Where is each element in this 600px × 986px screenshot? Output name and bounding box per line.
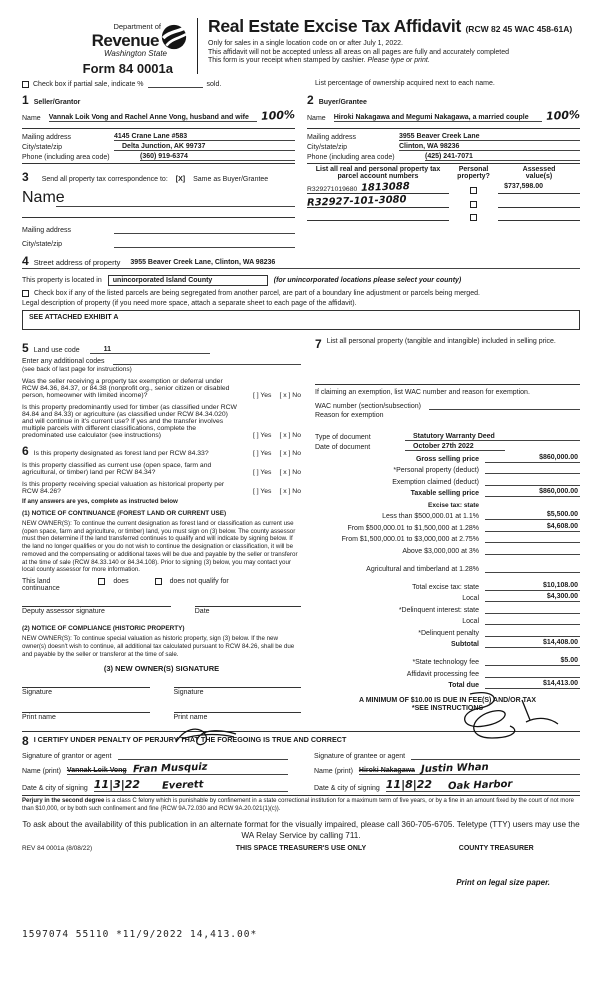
personal-property-checkbox-1[interactable] — [470, 187, 477, 194]
q6-3-yes[interactable]: [ ] Yes — [252, 488, 272, 495]
total-excise-state-label: Total excise tax: state — [412, 583, 479, 591]
q6-2-yes[interactable]: [ ] Yes — [252, 469, 272, 476]
located-in-label: This property is located in — [22, 277, 102, 284]
gross-selling-price-label: Gross selling price — [415, 455, 479, 463]
personal-property-deduct-field[interactable] — [485, 465, 580, 474]
tier4-label: Above $3,000,000 at 3% — [402, 547, 479, 555]
this-land-label: This land — [22, 578, 51, 585]
grantee-date-handwritten: 11|8|22 — [385, 778, 433, 792]
delinquent-penalty-label: *Delinquent penalty — [418, 629, 479, 637]
personal-property-label: List all personal property (tangible and intangible) included in selling price. — [326, 338, 556, 345]
assessed-value-1-field[interactable]: $737,598.00 — [498, 183, 580, 194]
assessed-value-3-field[interactable] — [498, 210, 580, 221]
personal-property-col-header: Personal property? — [457, 166, 490, 180]
delinquent-penalty-field[interactable] — [485, 628, 580, 637]
section-5-number: 5 — [22, 341, 29, 355]
grantor-city-handwritten: Everett — [161, 779, 204, 792]
timber-agriculture-question: Is this property predominantly used for timber (as classified under RCW 84.84 and 84.33) or agriculture (as classified under RCW 84.34.020) and will continue in it's current use? If yes and the transfer involves multiple parcels with different classifications, complete the predominated use calculator (see instructions) — [22, 404, 237, 439]
exemption-deferral-question: Was the seller receiving a property tax exemption or deferral under RCW 84.36, 84.37, or 84.38 (nonprofit org., senior citizen or disabled person, homeowner with limited income)? — [22, 378, 230, 399]
reason-exemption-label: Reason for exemption — [315, 412, 384, 419]
parcel-3-field[interactable] — [307, 210, 449, 221]
legal-description-label: Legal description of property (if you need more space, attach a separate sheet to each page of the affidavit). — [22, 300, 357, 307]
street-address-field[interactable]: 3955 Beaver Creek Lane, Clinton, WA 98236 — [130, 259, 276, 266]
notice-continuance-body: NEW OWNER(S): To continue the current designation as forest land or classification as current use (open space, farm and agriculture, or timber) land, you must sign on (3) below. The county assessor must then determine if the land transferred continues to qualify and will indicate by signing below. If the land no longer qualifies or you do not wish to continue the designation or classification, it will be removed and the compensating or additional taxes will be due and payable by the seller or transferor at the time of sale (RCW 84.33.140 or 84.34.108). Prior to signing (3) below, you may contact your local county assessor for more information. — [22, 519, 298, 574]
delinquent-interest-local-field[interactable] — [485, 616, 580, 625]
certify-statement: I CERTIFY UNDER PENALTY OF PERJURY THAT THE FOREGOING IS TRUE AND CORRECT — [33, 735, 347, 745]
date-of-document-label: Date of document — [315, 444, 371, 451]
land-use-code-field[interactable]: 11 — [90, 346, 210, 354]
tier1-field[interactable]: $5,500.00 — [485, 511, 580, 520]
state-tech-fee-label: *State technology fee — [412, 659, 479, 666]
buyer-name-field[interactable]: Hiroki Nakagawa and Megumi Nakagawa, a married couple — [334, 114, 542, 122]
affidavit-fee-field[interactable] — [485, 669, 580, 678]
corr-name-label: Name — [22, 189, 65, 206]
subtitle-3: This form is your receipt when stamped by cashier. Please type or print. — [208, 57, 430, 64]
tier3-field[interactable] — [485, 534, 580, 543]
personal-property-checkbox-3[interactable] — [470, 214, 477, 221]
corr-mailing-field[interactable] — [114, 226, 295, 234]
exemption-note: If claiming an exemption, list WAC number and reason for exemption. — [315, 384, 580, 396]
seller-ownership-pct-handwritten: 100% — [260, 108, 296, 123]
buyer-section — [307, 88, 580, 164]
section-2-number: 2 — [307, 93, 314, 107]
q2-no[interactable]: [ x ] No — [279, 432, 301, 439]
treasurer-space-label: THIS SPACE TREASURER'S USE ONLY — [235, 845, 367, 853]
does-not-label: does not qualify for — [169, 578, 229, 585]
seller-phone-field[interactable]: (360) 919-6374 — [140, 153, 295, 161]
wac-number-field[interactable] — [429, 402, 580, 410]
wac-number-label: WAC number (section/subsection) — [315, 403, 421, 410]
seller-mailing-field[interactable]: 4145 Crane Lane #583 — [114, 133, 295, 141]
grantee-sig-label: Signature of grantee or agent — [314, 753, 406, 761]
historical-property-question: Is this property receiving special valuation as historical property per RCW 84.26? — [22, 481, 225, 495]
buyer-ownership-pct-handwritten: 100% — [545, 108, 581, 123]
q6-3-no[interactable]: [ x ] No — [279, 488, 301, 495]
parcel-2-handwritten: R32927-101-3080 — [306, 194, 407, 209]
taxable-selling-price-label: Taxable selling price — [410, 490, 479, 497]
subtotal-field[interactable]: $14,408.00 — [485, 639, 580, 648]
owner-print-name-line-1[interactable]: Print name — [22, 712, 150, 721]
personal-property-deduct-label: *Personal property (deduct) — [393, 467, 479, 474]
section-7-number: 7 — [315, 337, 322, 351]
tax-computation — [315, 433, 580, 712]
additional-codes-label: Enter any additional codes — [22, 358, 105, 365]
does-not-checkbox[interactable] — [155, 578, 162, 585]
minimum-fee-note: A MINIMUM OF $10.00 IS DUE IN FEE(S) AND/OR TAX — [358, 697, 537, 704]
grantor-date-city-field[interactable] — [94, 778, 288, 792]
seller-name-label: Name — [22, 115, 41, 122]
seller-city-field[interactable]: Delta Junction, AK 99737 — [114, 143, 295, 151]
seller-mailing-label: Mailing address — [22, 134, 72, 141]
seller-city-label: City/state/zip — [22, 144, 63, 151]
grantor-handwritten-name: Fran Musquiz — [132, 761, 208, 776]
correspondence-label: Send all property tax correspondence to: — [41, 176, 168, 183]
seller-phone-label: Phone (including area code) — [22, 154, 110, 161]
buyer-phone-label: Phone (including area code) — [307, 154, 395, 161]
seller-section — [22, 88, 295, 164]
form-title: Real Estate Excise Tax Affidavit — [208, 16, 462, 36]
q1-yes[interactable]: [ ] Yes — [252, 392, 272, 399]
agricultural-label: Agricultural and timberland at 1.28% — [366, 565, 479, 573]
total-excise-local-field[interactable]: $4,300.00 — [485, 593, 580, 602]
grantee-name-field[interactable] — [359, 763, 580, 775]
tax-correspondence-section — [22, 164, 295, 248]
grantee-date-city-field[interactable] — [386, 778, 580, 792]
form-rcw: (RCW 82 45 WAC 458-61A) — [465, 24, 573, 34]
grantor-signing-block — [22, 749, 288, 792]
perjury-notice: Perjury in the second degree is a class C felony which is punishable by confinement in a state correctional institution for a maximum term of five years, or by a fine in an amount fixed by the court of not more than $10,000, or by both such confinement and fine (RCW 9A.72.030 and RCW 9A.20.021(1)(c)). — [22, 795, 580, 814]
does-checkbox[interactable] — [98, 578, 105, 585]
section-3-number: 3 — [22, 170, 29, 184]
grantee-signature-field[interactable] — [411, 752, 580, 760]
grantor-name-field[interactable] — [67, 763, 288, 775]
tier2-label: From $500,000.01 to $1,500,000 at 1.28% — [347, 524, 479, 532]
partial-sale-label: Check box if partial sale, indicate % — [33, 81, 144, 88]
grantee-handwritten-name: Justin Whan — [420, 762, 489, 776]
legal-description-field[interactable]: SEE ATTACHED EXHIBIT A — [22, 310, 580, 330]
section-6-number: 6 — [22, 444, 29, 458]
personal-property-checkbox-2[interactable] — [470, 201, 477, 208]
owner-signature-line-1[interactable]: Signature — [22, 687, 150, 696]
parcel-2-field[interactable] — [307, 196, 449, 208]
assessed-value-2-field[interactable] — [498, 197, 580, 208]
q6-1-no[interactable]: [ x ] No — [279, 450, 301, 457]
sold-label: sold. — [206, 81, 222, 88]
parcel-row-1 — [307, 182, 580, 194]
grantor-name-print-label: Name (print) — [22, 768, 61, 776]
agency-name: Revenue — [91, 31, 159, 50]
if-any-yes-note: If any answers are yes, complete as instructed below — [22, 498, 178, 505]
q6-2-no[interactable]: [ x ] No — [279, 469, 301, 476]
new-owner-signature-title: (3) NEW OWNER(S) SIGNATURE — [103, 664, 220, 674]
buyer-city-field[interactable]: Clinton, WA 98236 — [399, 143, 580, 151]
affidavit-fee-label: Affidavit processing fee — [406, 670, 479, 678]
owner-signature-line-2[interactable]: Signature — [174, 687, 302, 696]
additional-codes-field[interactable] — [113, 357, 302, 365]
taxable-selling-price-field[interactable]: $860,000.00 — [485, 488, 580, 497]
ownership-percent-note: List percentage of ownership acquired next to each name. — [315, 80, 495, 87]
total-due-field[interactable]: $14,413.00 — [485, 680, 580, 689]
county-select[interactable]: unincorporated Island County — [108, 275, 268, 286]
notice-compliance-title: (2) NOTICE OF COMPLIANCE (HISTORIC PROPERTY) — [22, 625, 185, 632]
date-of-document-field[interactable]: October 27th 2022 — [405, 443, 505, 451]
county-treasurer-label: COUNTY TREASURER — [458, 845, 534, 853]
segregated-label: Check box if any of the listed parcels are being segregated from another parcel, are part of a boundary line adjustment or parcels being merged. — [34, 290, 480, 297]
property-address-section — [22, 255, 580, 330]
located-note: (for unincorporated locations please select your county) — [273, 277, 462, 284]
grantee-city-handwritten: Oak Harbor — [447, 779, 513, 793]
delinquent-interest-state-label: *Delinquent interest: state — [398, 606, 479, 614]
assessed-value-col-header: Assessed value(s) — [522, 166, 556, 180]
cashier-stamp: 1597074 55110 *11/9/2022 14,413.00* — [22, 929, 258, 941]
q1-no[interactable]: [ x ] No — [279, 392, 301, 399]
deputy-date-line[interactable]: Date — [195, 606, 301, 615]
gross-selling-price-field[interactable]: $860,000.00 — [485, 454, 580, 463]
agency-logo-block — [22, 16, 197, 76]
form-header — [22, 16, 580, 76]
print-legal-note: Print on legal size paper. — [456, 878, 550, 888]
notice-compliance-body: NEW OWNER(S): To continue special valuation as historic property, sign (3) below. If the new owner(s) doesn't wish to continue, all additional tax calculated pursuant to RCW 84.26, shall be due and payable by the seller or transferor at the time of sale. — [22, 635, 295, 658]
parcel-row-2 — [307, 196, 580, 208]
q6-1-yes[interactable]: [ ] Yes — [252, 450, 272, 457]
seller-name-field[interactable]: Vannak Loik Vong and Rachel Anne Vong, husband and wife — [49, 114, 257, 122]
grantor-sig-label: Signature of grantor or agent — [22, 753, 112, 761]
tier3-label: From $1,500,000.01 to $3,000,000 at 2.75% — [341, 536, 479, 543]
buyer-city-label: City/state/zip — [307, 144, 348, 151]
continuance-label: continuance — [22, 585, 60, 592]
corr-mailing-label: Mailing address — [22, 227, 72, 234]
form-number: Form 84 0001a — [82, 61, 173, 76]
grantee-printed-name: Hiroki Nakagawa — [358, 767, 415, 775]
buyer-name-label: Name — [307, 115, 326, 122]
buyer-grantee-label: Buyer/Grantee — [318, 99, 367, 106]
exemption-claimed-label: Exemption claimed (deduct) — [392, 478, 479, 486]
state-tech-fee-field[interactable]: $5.00 — [485, 657, 580, 666]
tier1-label: Less than $500,000.01 at 1.1% — [382, 513, 479, 520]
land-use-label: Land use code — [33, 347, 80, 354]
total-excise-state-field[interactable]: $10,108.00 — [485, 582, 580, 591]
current-use-question: Is this property classified as current use (open space, farm and agricultural, or timber) land per RCW 84.34? — [22, 462, 212, 476]
subtotal-label: Subtotal — [451, 641, 479, 648]
see-instructions-note: *SEE INSTRUCTIONS — [411, 705, 484, 712]
washington-state-label: Washington State — [103, 49, 167, 58]
corr-name-field[interactable] — [56, 199, 295, 207]
rev-number: REV 84 0001a (8/08/22) — [22, 845, 93, 853]
delinquent-interest-local-label: Local — [462, 618, 479, 625]
parcel-col-header: List all real and personal property tax parcel account numbers — [315, 166, 441, 180]
total-excise-local-label: Local — [462, 595, 479, 602]
parcel-1-handwritten: 1813088 — [361, 181, 411, 194]
subtitle-2: This affidavit will not be accepted unless all areas on all pages are fully and accurately completed — [208, 48, 510, 56]
partial-sale-checkbox[interactable] — [22, 81, 29, 88]
same-as-label: Same as Buyer/Grantee — [193, 176, 269, 183]
grantee-date-city-label: Date & city of signing — [314, 785, 380, 793]
deputy-assessor-signature-line[interactable]: Deputy assessor signature — [22, 606, 171, 615]
owner-print-name-line-2[interactable]: Print name — [174, 712, 302, 721]
type-of-document-label: Type of document — [315, 434, 371, 441]
section-1-number: 1 — [22, 93, 29, 107]
type-of-document-field[interactable]: Statutory Warranty Deed — [405, 433, 580, 441]
seller-grantor-label: Seller/Grantor — [33, 99, 81, 106]
notice-continuance-title: (1) NOTICE OF CONTINUANCE (FOREST LAND OR CURRENT USE) — [22, 509, 227, 517]
does-label: does — [113, 578, 129, 585]
agricultural-field[interactable] — [485, 564, 580, 573]
personal-property-section — [315, 338, 580, 350]
dor-logo-icon — [161, 24, 187, 50]
grantor-date-city-label: Date & city of signing — [22, 785, 88, 793]
land-use-section — [22, 342, 301, 439]
excise-tax-state-header: Excise tax: state — [428, 501, 479, 509]
dept-of-label: Department of — [113, 22, 161, 31]
same-as-checkbox-mark[interactable]: [X] — [175, 176, 186, 183]
partial-sale-percent-field[interactable] — [148, 80, 203, 88]
grantee-name-print-label: Name (print) — [314, 768, 353, 776]
q2-yes[interactable]: [ ] Yes — [252, 432, 272, 439]
buyer-mailing-label: Mailing address — [307, 134, 357, 141]
section-4-number: 4 — [22, 254, 29, 268]
subtitle-1: Only for sales in a single location code on or after July 1, 2022. — [208, 40, 403, 47]
grantor-signature-field[interactable] — [118, 752, 288, 760]
grantor-printed-name: Vannak Loik Vong — [66, 767, 127, 775]
forest-land-question: Is this property designated as forest land per RCW 84.33? — [33, 450, 209, 457]
parcel-1-field[interactable]: R329271019680 1813088 — [307, 182, 449, 194]
street-address-label: Street address of property — [33, 258, 121, 267]
delinquent-interest-state-field[interactable] — [485, 605, 580, 614]
forest-land-section — [22, 445, 301, 721]
certification-section — [22, 731, 580, 792]
see-back-note: (see back of last page for instructions) — [22, 366, 132, 373]
total-due-label: Total due — [448, 682, 479, 689]
tier2-field[interactable]: $4,608.00 — [485, 523, 580, 532]
buyer-phone-field[interactable]: (425) 241-7071 — [425, 153, 580, 161]
corr-city-field[interactable] — [114, 240, 295, 248]
tier4-field[interactable] — [485, 546, 580, 555]
parcel-table — [307, 166, 580, 248]
grantor-date-handwritten: 11|3|22 — [93, 778, 141, 792]
buyer-mailing-field[interactable]: 3955 Beaver Creek Lane — [399, 133, 580, 141]
exemption-claimed-field[interactable] — [485, 477, 580, 486]
alternate-format-notice: To ask about the availability of this publication in an alternate format for the visually impaired, please call 360-705-6705. Teletype (TTY) users may use the WA Relay Service by calling 711. — [22, 819, 580, 840]
segregated-checkbox[interactable] — [22, 290, 29, 297]
corr-city-label: City/state/zip — [22, 241, 63, 248]
parcel-row-3 — [307, 210, 580, 221]
section-8-number: 8 — [22, 734, 29, 749]
grantee-signing-block — [314, 749, 580, 792]
